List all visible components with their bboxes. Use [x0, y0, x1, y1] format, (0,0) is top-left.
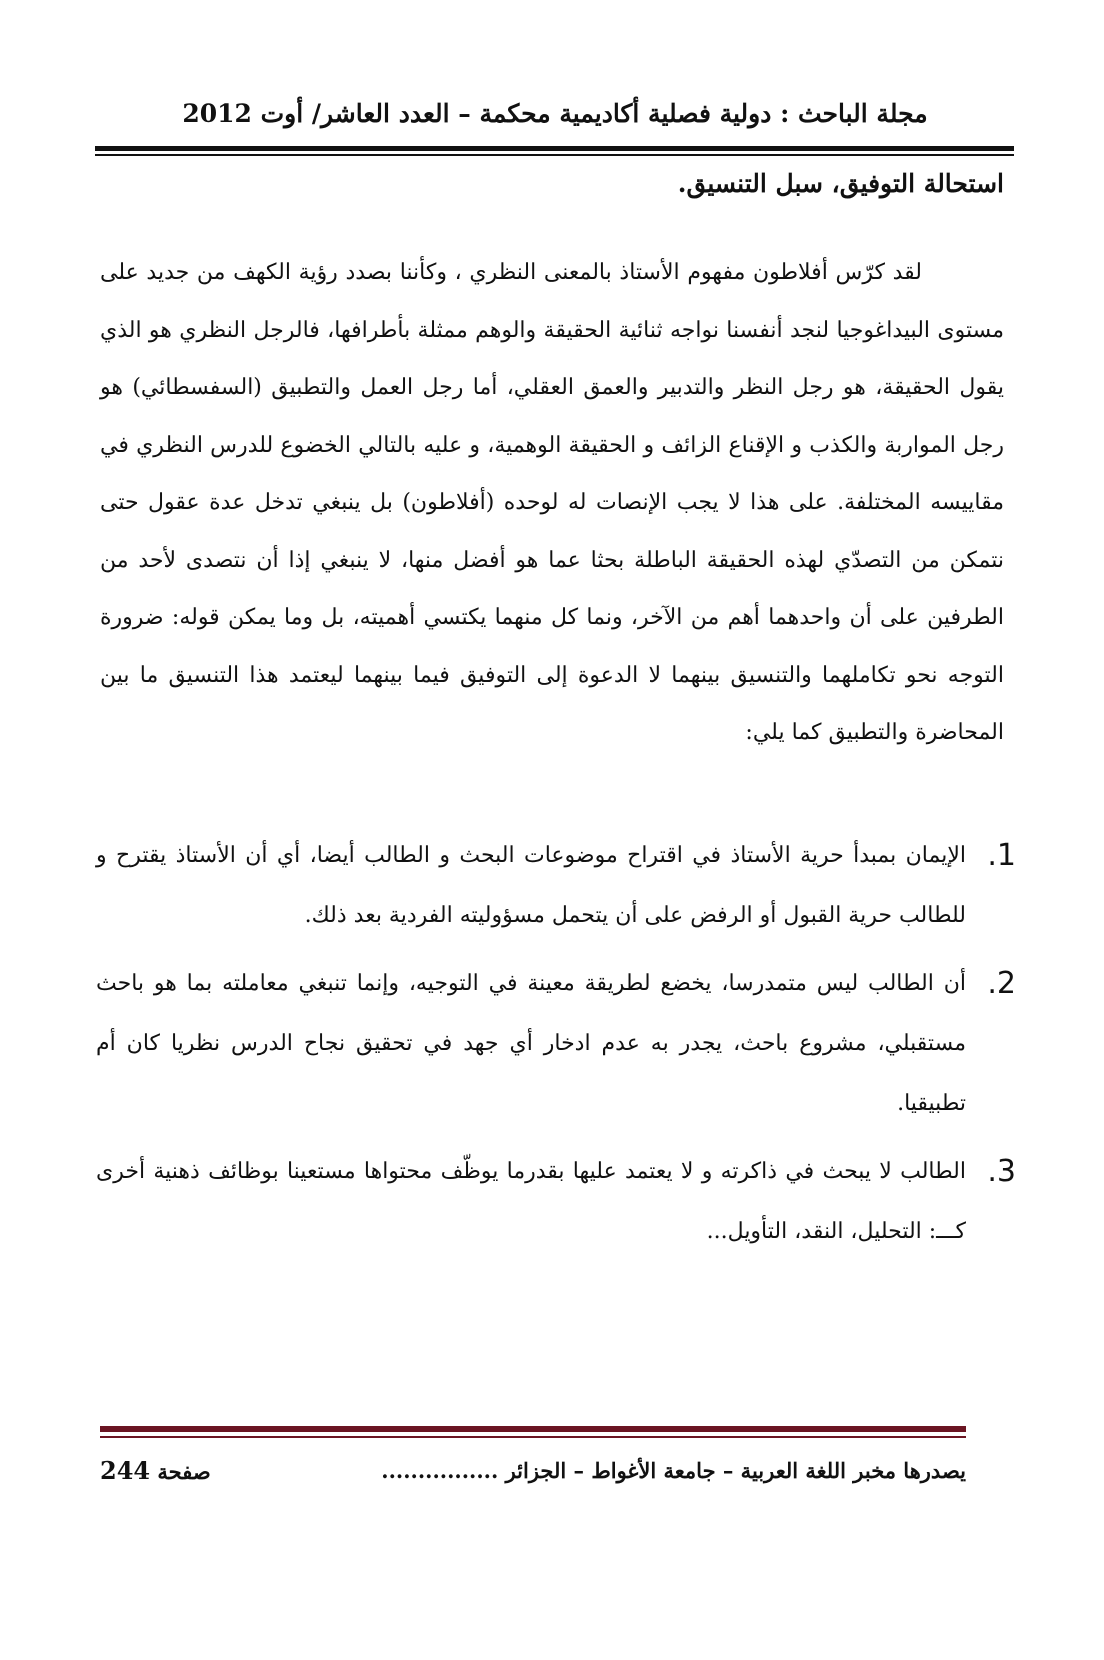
footer-publisher: يصدرها مخبر اللغة العربية – جامعة الأغواط – الجزائر ................ [381, 1458, 966, 1483]
page-footer [100, 1448, 966, 1494]
header-rule [95, 146, 1014, 151]
journal-header: مجلة الباحث : دولية فصلية أكاديمية محكمة – العدد العاشر/ أوت 2012 [182, 99, 928, 128]
numbered-list [96, 826, 1016, 1270]
list-item [96, 826, 1016, 946]
list-item-number: 2. [987, 966, 1016, 1001]
section-title: استحالة التوفيق، سبل التنسيق. [677, 169, 1004, 198]
body-paragraph: لقد كرّس أفلاطون مفهوم الأستاذ بالمعنى النظري ، وكأننا بصدد رؤية الكهف من جديد على مستوى البيداغوجيا لنجد أنفسنا نواجه ثنائية الحقيقة والوهم ممثلة بأطرافها، فالرجل النظري هو الذي يقول الحقيقة، هو رجل النظر والتدبير والعمق العقلي، أما رجل العمل والتطبيق (السفسطائي) هو رجل المواربة والكذب و الإقناع الزائف و الحقيقة الوهمية، و عليه بالتالي الخضوع للدرس النظري في مقاييسه المختلفة. على هذا لا يجب الإنصات له لوحده (أفلاطون) بل ينبغي تدخل عدة عقول حتى نتمكن من التصدّي لهذه الحقيقة الباطلة بحثا عما هو أفضل منها، لا ينبغي إذا أن نتصدى لأحد من الطرفين على أن واحدهما أهم من الآخر، ونما كل منهما يكتسي أهميته، بل وما يمكن قوله: ضرورة التوجه نحو تكاملهما والتنسيق بينهما لا الدعوة إلى التوفيق فيما بينهما ليعتمد هذا التنسيق ما بين المحاضرة والتطبيق كما يلي: [100, 260, 1004, 745]
footer-page [100, 1448, 211, 1495]
list-item [96, 954, 1016, 1134]
list-item-text: أن الطالب ليس متمدرسا، يخضع لطريقة معينة في التوجيه، وإنما تنبغي معاملته بما هو باحث مستقبلي، مشروع باحث، يجدر به عدم ادخار أي جهد في تحقيق نجاح الدرس نظريا كان أم تطبيقيا. [96, 971, 966, 1116]
header-rule-thin [95, 154, 1014, 156]
footer-rule [100, 1426, 966, 1432]
page-number: 244 [100, 1456, 151, 1485]
footer-page-label: صفحة [157, 1459, 211, 1484]
list-item-number: 1. [987, 838, 1016, 873]
footer-rule-thin [100, 1436, 966, 1438]
list-item [96, 1142, 1016, 1262]
list-item-text: الإيمان بمبدأ حرية الأستاذ في اقتراح موضوعات البحث و الطالب أيضا، أي أن الأستاذ يقترح و للطالب حرية القبول أو الرفض على أن يتحمل مسؤوليته الفردية بعد ذلك. [96, 843, 966, 928]
list-item-text: الطالب لا يبحث في ذاكرته و لا يعتمد عليها بقدرما يوظّف محتواها مستعينا بوظائف ذهنية أخرى كـــ: التحليل، النقد، التأويل... [96, 1159, 966, 1244]
list-item-number: 3. [987, 1154, 1016, 1189]
